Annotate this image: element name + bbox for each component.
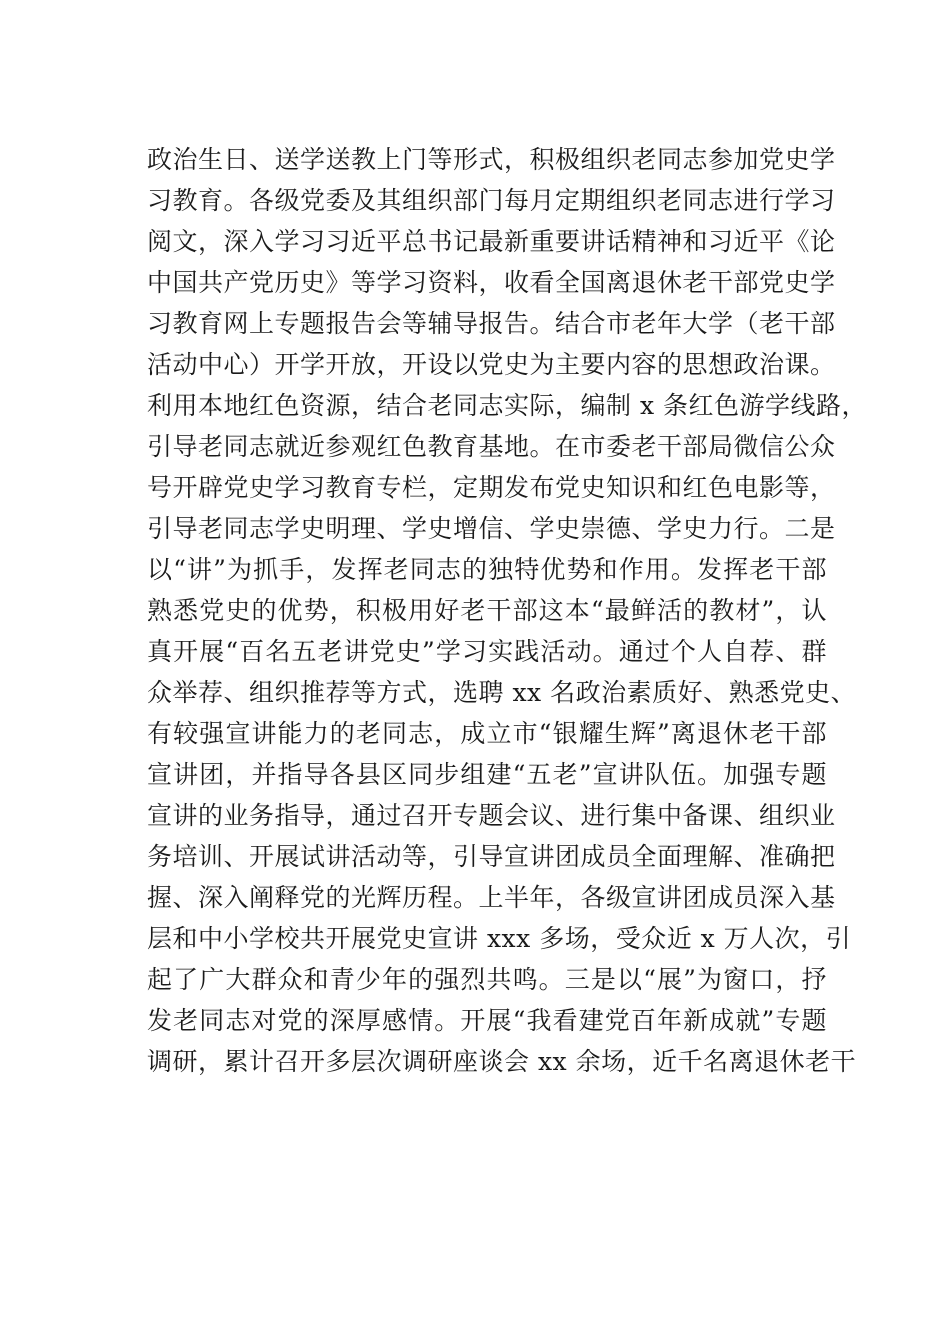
text-line: 调研，累计召开多层次调研座谈会 xx 余场，近千名离退休老干	[147, 1047, 857, 1076]
text-line: 中国共产党历史》等学习资料，收看全国离退休老干部党史学	[147, 268, 836, 297]
text-line: 众举荐、组织推荐等方式，选聘 xx 名政治素质好、熟悉党史、	[147, 678, 857, 707]
text-line: 阅文，深入学习习近平总书记最新重要讲话精神和习近平《论	[147, 227, 836, 256]
text-line: 引导老同志学史明理、学史增信、学史崇德、学史力行。二是	[147, 514, 836, 543]
text-line: 政治生日、送学送教上门等形式，积极组织老同志参加党史学	[147, 145, 836, 174]
text-line: 习教育网上专题报告会等辅导报告。结合市老年大学（老干部	[147, 309, 836, 338]
text-line: 握、深入阐释党的光辉历程。上半年，各级宣讲团成员深入基	[147, 883, 836, 912]
text-line: 务培训、开展试讲活动等，引导宣讲团成员全面理解、准确把	[147, 842, 836, 871]
text-line: 以“讲”为抓手，发挥老同志的独特优势和作用。发挥老干部	[147, 555, 827, 584]
text-line: 宣讲团，并指导各县区同步组建“五老”宣讲队伍。加强专题	[147, 760, 827, 789]
text-line: 熟悉党史的优势，积极用好老干部这本“最鲜活的教材”，认	[147, 596, 827, 625]
text-line: 宣讲的业务指导，通过召开专题会议、进行集中备课、组织业	[147, 801, 836, 830]
text-line: 号开辟党史学习教育专栏，定期发布党史知识和红色电影等，	[147, 473, 836, 502]
text-line: 有较强宣讲能力的老同志，成立市“银耀生辉”离退休老干部	[147, 719, 827, 748]
text-line: 活动中心）开学开放，开设以党史为主要内容的思想政治课。	[147, 350, 836, 379]
text-line: 起了广大群众和青少年的强烈共鸣。三是以“展”为窗口，抒	[147, 965, 827, 994]
text-line: 发老同志对党的深厚感情。开展“我看建党百年新成就”专题	[147, 1006, 827, 1035]
text-line: 习教育。各级党委及其组织部门每月定期组织老同志进行学习	[147, 186, 836, 215]
text-line: 利用本地红色资源，结合老同志实际，编制 x 条红色游学线路，	[147, 391, 867, 420]
text-line: 层和中小学校共开展党史宣讲 xxx 多场，受众近 x 万人次，引	[147, 924, 852, 953]
text-line: 引导老同志就近参观红色教育基地。在市委老干部局微信公众	[147, 432, 836, 461]
text-line: 真开展“百名五老讲党史”学习实践活动。通过个人自荐、群	[147, 637, 827, 666]
